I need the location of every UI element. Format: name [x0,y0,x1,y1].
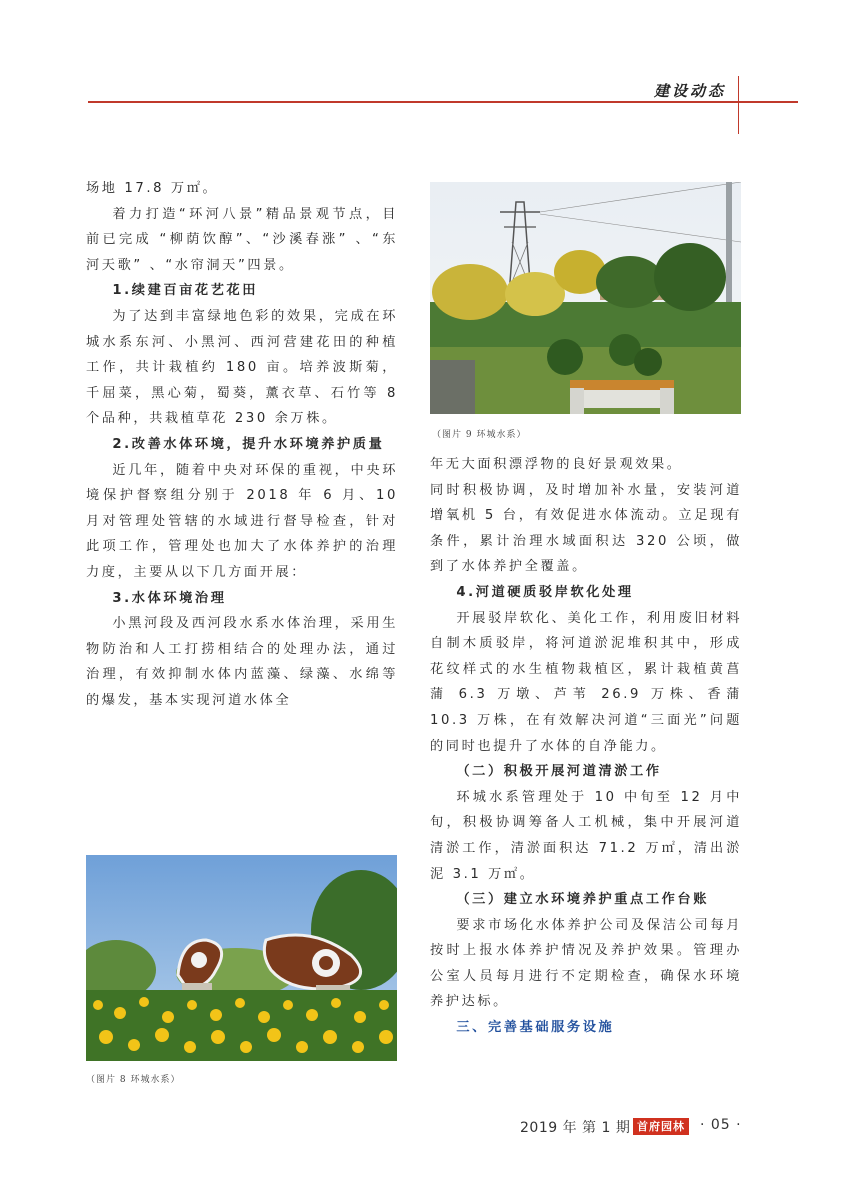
right-column [430,452,742,1041]
header-rule [88,101,798,103]
paragraph: 环城水系管理处于 10 中旬至 12 月中旬，积极协调筹备人工机械，集中开展河道清淤工作，清淤面积达 71.2 万㎡，清出淤泥 3.1 万㎡。 [430,789,742,882]
header-divider [738,76,739,134]
subheading: （二）积极开展河道清淤工作 [456,764,662,780]
photo-river-park-pylon [430,182,741,414]
paragraph: 小黑河段及西河段水系水体治理，采用生物防治和人工打捞相结合的处理办法，通过治理，有效抑制水体内蓝藻、绿藻、水绵等的爆发，基本实现河道水体全 [86,616,398,708]
paragraph: 为了达到丰富绿地色彩的效果，完成在环城水系东河、小黑河、西河营建花田的种植工作，共计栽植约 180 亩。培养波斯菊，千屈菜，黑心菊，蜀葵，薰衣草、石竹等 8 个品种，共栽植草花 230 余万株。 [86,308,398,427]
photo-flower-sculpture [86,855,397,1061]
issue-number: 2019 年 第 1 期 [520,1120,631,1136]
page-number: · 05 · [700,1117,742,1133]
paragraph: 年无大面积漂浮物的良好景观效果。 [430,457,683,472]
subheading: 三、完善基础服务设施 [456,1020,615,1036]
subheading: 1.续建百亩花艺花田 [112,283,259,299]
section-label: 建设动态 [654,82,727,100]
photo8-caption: （图片 8 环城水系） [86,1075,181,1085]
subheading: 3.水体环境治理 [112,590,227,606]
paragraph: 近几年，随着中央对环保的重视，中央环境保护督察组分别于 2018 年 6 月、10 月对管理处管辖的水域进行督导检查，针对此项工作，管理处也加大了水体养护的治理力度，主要从以下几方面开展： [86,462,398,580]
left-column [86,176,398,713]
subheading: （三）建立水环境养护重点工作台账 [456,892,709,908]
subheading: 2.改善水体环境，提升水环境养护质量 [112,436,385,452]
paragraph: 同时积极协调，及时增加补水量，安装河道增氧机 5 台，有效促进水体流动。立足现有条件，累计治理水域面积达 320 公顷，做到了水体养护全覆盖。 [430,482,742,575]
paragraph: 要求市场化水体养护公司及保洁公司每月按时上报水体养护情况及养护效果。管理办公室人员每月进行不定期检查，确保水环境养护达标。 [430,917,742,1010]
paragraph: 场地 17.8 万㎡。 [86,181,219,196]
subheading: 4.河道硬质驳岸软化处理 [456,584,634,600]
paragraph: 开展驳岸软化、美化工作，利用废旧材料自制木质驳岸，将河道淤泥堆积其中，形成花纹样式的水生植物栽植区，累计栽植黄菖蒲 6.3 万墩、芦苇 26.9 万株、香蒲 10.3 万株，在有效解决河道“三面光”问题的同时也提升了水体的自净能力。 [430,610,742,754]
page-footer [520,1117,760,1139]
magazine-logo: 首府园林 [633,1118,689,1135]
photo9-caption: （图片 9 环城水系） [432,430,527,440]
paragraph: 着力打造“环河八景”精品景观节点，目前已完成 “柳荫饮醇”、“沙溪春涨” 、“东河天歌” 、“水帘洞天”四景。 [86,206,398,273]
